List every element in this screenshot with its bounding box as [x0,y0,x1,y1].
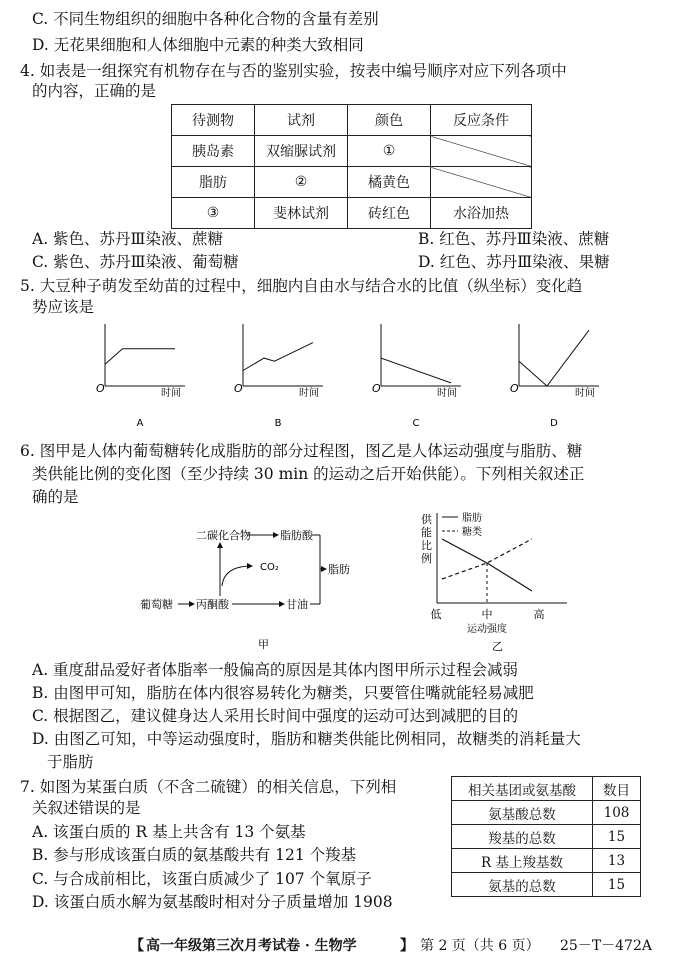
q6-stem-1: 6. 图甲是人体内葡萄糖转化成脂肪的部分过程图，图乙是人体运动强度与脂肪、糖 [20,442,583,460]
cell: 15 [593,825,641,849]
cell: 水浴加热 [431,198,532,229]
trend-line [105,349,175,365]
ylabel-char: 例 [421,552,432,565]
footer-code: 25－T－472A [560,938,652,954]
cell: 胰岛素 [172,136,255,167]
q6-stem-3: 确的是 [32,488,79,506]
panel-label: C [412,418,420,429]
figure-yi [412,508,592,658]
cell: 斐林试剂 [255,198,348,229]
q6-option-d-2: 于脂肪 [47,753,94,771]
footer-left-bracket: 【 [130,938,144,954]
q6-option-a: A. 重度甜品爱好者体脂率一般偏高的原因是其体内图甲所示过程会减弱 [32,661,519,679]
q4-option-b: B. 红色、苏丹Ⅲ染液、蔗糖 [418,230,610,248]
q4-stem-2: 的内容，正确的是 [32,82,157,100]
th-condition: 反应条件 [431,105,532,136]
trend-line [243,343,313,371]
q4-option-d: D. 红色、苏丹Ⅲ染液、果糖 [418,253,610,271]
origin-label: O [510,382,519,395]
q5-panel-b [234,324,323,429]
footer-page: 第 2 页（共 6 页） [420,938,540,954]
x-axis-label: 时间 [299,388,319,399]
panel-label: D [550,418,558,429]
cell-slash [431,136,532,167]
label-glycerol: 甘油 [286,598,308,611]
panel-label: A [136,418,144,429]
ylabel-char: 比 [421,539,432,552]
trend-line [381,358,451,383]
label-fatty-acid: 脂肪酸 [280,529,313,542]
q7-option-a: A. 该蛋白质的 R 基上共含有 13 个氨基 [32,823,306,841]
origin-label: O [372,382,381,395]
cell: 砖红色 [348,198,431,229]
tick-mid: 中 [481,608,493,621]
q7-stem-2: 关叙述错误的是 [32,799,141,817]
q6-option-d-1: D. 由图乙可知，中等运动强度时，脂肪和糖类供能比例相同，故糖类的消耗量大 [32,730,581,748]
caption-jia: 甲 [258,638,269,651]
page-footer [0,936,677,958]
q6-stem-2: 类供能比例的变化图（至少持续 30 min 的运动之后开始供能）。下列相关叙述正 [32,465,585,483]
q6-option-c: C. 根据图乙，建议健身达人采用长时间中强度的运动可达到减肥的目的 [32,707,519,725]
label-glucose: 葡萄糖 [140,598,173,611]
x-axis-label: 时间 [575,388,595,399]
q4-option-c: C. 紫色、苏丹Ⅲ染液、葡萄糖 [32,253,239,271]
th-reagent: 试剂 [255,105,348,136]
th-group: 相关基团或氨基酸 [452,777,593,801]
panel-label: B [274,418,282,429]
q7-option-c: C. 与合成前相比，该蛋白质减少了 107 个氧原子 [32,870,372,888]
ylabel-char: 能 [421,526,432,539]
label-pyruvate: 丙酮酸 [196,598,229,611]
th-color: 颜色 [348,105,431,136]
cell: 双缩脲试剂 [255,136,348,167]
q5-panel-c [372,324,461,429]
cell: 氨基的总数 [452,873,593,897]
cell: R 基上羧基数 [452,849,593,873]
q6-option-b: B. 由图甲可知，脂肪在体内很容易转化为糖类，只要管住嘴就能轻易减肥 [32,684,534,702]
cell: 氨基酸总数 [452,801,593,825]
cell: 15 [593,873,641,897]
q4-stem-1: 4. 如表是一组探究有机物存在与否的鉴别实验，按表中编号顺序对应下列各项中 [20,62,567,80]
origin-label: O [96,382,105,395]
q7-stem-1: 7. 如图为某蛋白质（不含二硫键）的相关信息，下列相 [20,778,397,796]
q4-option-a: A. 紫色、苏丹Ⅲ染液、蔗糖 [32,230,223,248]
caption-yi: 乙 [492,640,503,653]
series-sugar [442,539,532,579]
legend-sugar: 糖类 [462,527,482,538]
cell: 13 [593,849,641,873]
figure-jia [140,508,390,653]
cell: 脂肪 [172,167,255,198]
arrow-co2 [222,566,252,586]
q5-panel-d [510,324,599,429]
cell: ② [255,167,348,198]
q4-table [171,104,532,229]
cell: 108 [593,801,641,825]
th-count: 数目 [593,777,641,801]
x-axis-label: 运动强度 [467,624,507,635]
q3-option-d: D. 无花果细胞和人体细胞中元素的种类大致相同 [32,36,364,54]
label-co2: CO₂ [260,562,279,573]
q5-stem-2: 势应该是 [32,298,95,316]
q7-option-b: B. 参与形成该蛋白质的氨基酸共有 121 个羧基 [32,846,357,864]
th-sample: 待测物 [172,105,255,136]
x-axis-label: 时间 [161,388,181,399]
q7-option-d: D. 该蛋白质水解为氨基酸时相对分子质量增加 1908 [32,893,393,911]
footer-right-bracket: 】 [400,938,414,954]
cell: 橘黄色 [348,167,431,198]
legend-fat: 脂肪 [462,513,482,524]
origin-label: O [234,382,243,395]
tick-low: 低 [430,608,442,621]
q7-table [451,776,641,897]
label-two-carbon: 二碳化合物 [196,529,251,542]
cell: ③ [172,198,255,229]
q5-graphs [85,316,625,431]
ylabel-char: 供 [421,513,432,526]
cell: ① [348,136,431,167]
trend-line [519,330,589,386]
tick-high: 高 [533,608,545,621]
q5-stem-1: 5. 大豆种子萌发至幼苗的过程中，细胞内自由水与结合水的比值（纵坐标）变化趋 [20,277,583,295]
label-fat: 脂肪 [328,563,350,576]
x-axis-label: 时间 [437,388,457,399]
cell: 羧基的总数 [452,825,593,849]
footer-title: 高一年级第三次月考试卷 · 生物学 [146,938,357,954]
q3-option-c: C. 不同生物组织的细胞中各种化合物的含量有差别 [32,10,379,28]
q5-panel-a [96,324,185,429]
cell-slash [431,167,532,198]
